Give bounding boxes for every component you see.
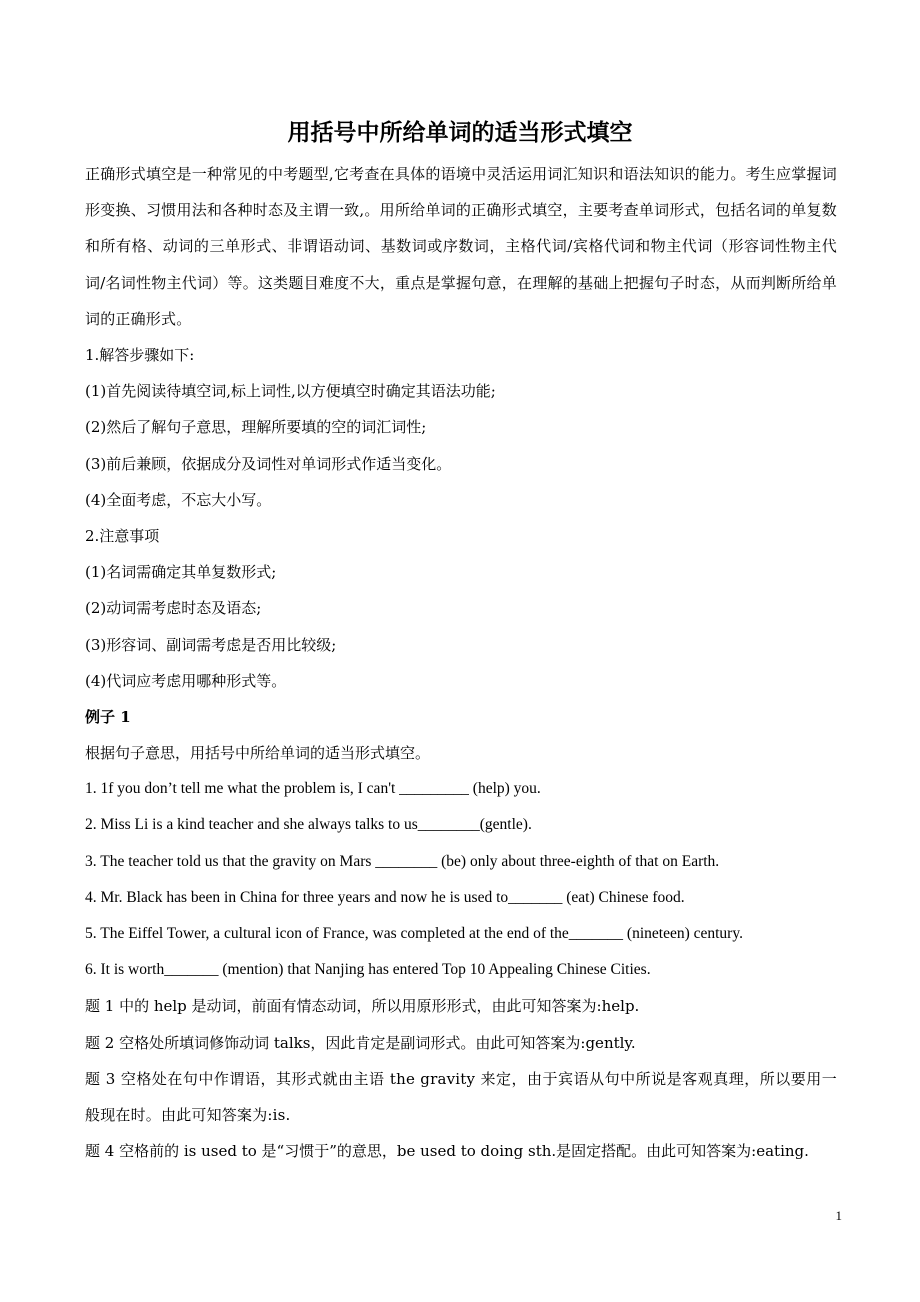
example-instruction: 根据句子意思，用括号中所给单词的适当形式填空。 — [85, 744, 431, 763]
answer-item: 题 2 空格处所填词修饰动词 talks，因此肯定是副词形式。由此可知答案为:gently. — [85, 1033, 636, 1052]
question-item: 6. It is worth_______ (mention) that Nanjing has entered Top 10 Appealing Chinese Cities. — [85, 961, 651, 979]
notes-heading: 2.注意事项 — [85, 526, 160, 545]
note-item: (4)代词应考虑用哪种形式等。 — [85, 671, 287, 690]
step-item: (3)前后兼顾，依据成分及词性对单词形式作适当变化。 — [85, 454, 452, 473]
document-body — [85, 156, 837, 1169]
steps-heading: 1.解答步骤如下: — [85, 346, 195, 365]
answer-item: 题 3 空格处在句中作谓语，其形式就由主语 the gravity 来定，由于宾语从句中所说是客观真理，所以要用一般现在时。由此可知答案为:is. — [85, 1069, 837, 1124]
note-item: (1)名词需确定其单复数形式; — [85, 563, 277, 582]
step-item: (4)全面考虑，不忘大小写。 — [85, 490, 272, 509]
question-item: 3. The teacher told us that the gravity on Mars ________ (be) only about three-eighth of that on Earth. — [85, 852, 720, 870]
example-section — [85, 699, 837, 1169]
answer-item: 题 4 空格前的 is used to 是“习惯于”的意思，be used to doing sth.是固定搭配。由此可知答案为:eating. — [85, 1142, 809, 1161]
step-item: (2)然后了解句子意思，理解所要填的空的词汇词性; — [85, 418, 427, 437]
question-item: 4. Mr. Black has been in China for three years and now he is used to_______ (eat) Chinese food. — [85, 888, 685, 906]
note-item: (2)动词需考虑时态及语态; — [85, 599, 262, 618]
page-number: 1 — [835, 1208, 842, 1223]
question-item: 5. The Eiffel Tower, a cultural icon of France, was completed at the end of the_______ (nineteen) century. — [85, 925, 743, 943]
page-title: 用括号中所给单词的适当形式填空 — [287, 119, 633, 146]
note-item: (3)形容词、副词需考虑是否用比较级; — [85, 635, 337, 654]
question-item: 1. 1f you don’t tell me what the problem is, I can't _________ (help) you. — [85, 780, 541, 798]
step-item: (1)首先阅读待填空词,标上词性,以方便填空时确定其语法功能; — [85, 382, 496, 401]
notes-section — [85, 518, 837, 699]
steps-section — [85, 337, 837, 518]
example-heading: 例子 1 — [85, 707, 131, 726]
question-item: 2. Miss Li is a kind teacher and she always talks to us________(gentle). — [85, 816, 532, 834]
intro-paragraph: 正确形式填空是一种常见的中考题型,它考查在具体的语境中灵活运用词汇知识和语法知识的能力。考生应掌握词形变换、习惯用法和各种时态及主谓一致,。用所给单词的正确形式填空，主要考查单词形式，包括名词的单复数和所有格、动词的三单形式、非谓语动词、基数词或序数词，主格代词/宾格代词和物主代词（形容词性物主代词/名词性物主代词）等。这类题目难度不大，重点是掌握句意，在理解的基础上把握句子时态，从而判断所给单词的正确形式。 — [85, 165, 837, 328]
answer-item: 题 1 中的 help 是动词，前面有情态动词，所以用原形形式，由此可知答案为:help. — [85, 997, 640, 1016]
